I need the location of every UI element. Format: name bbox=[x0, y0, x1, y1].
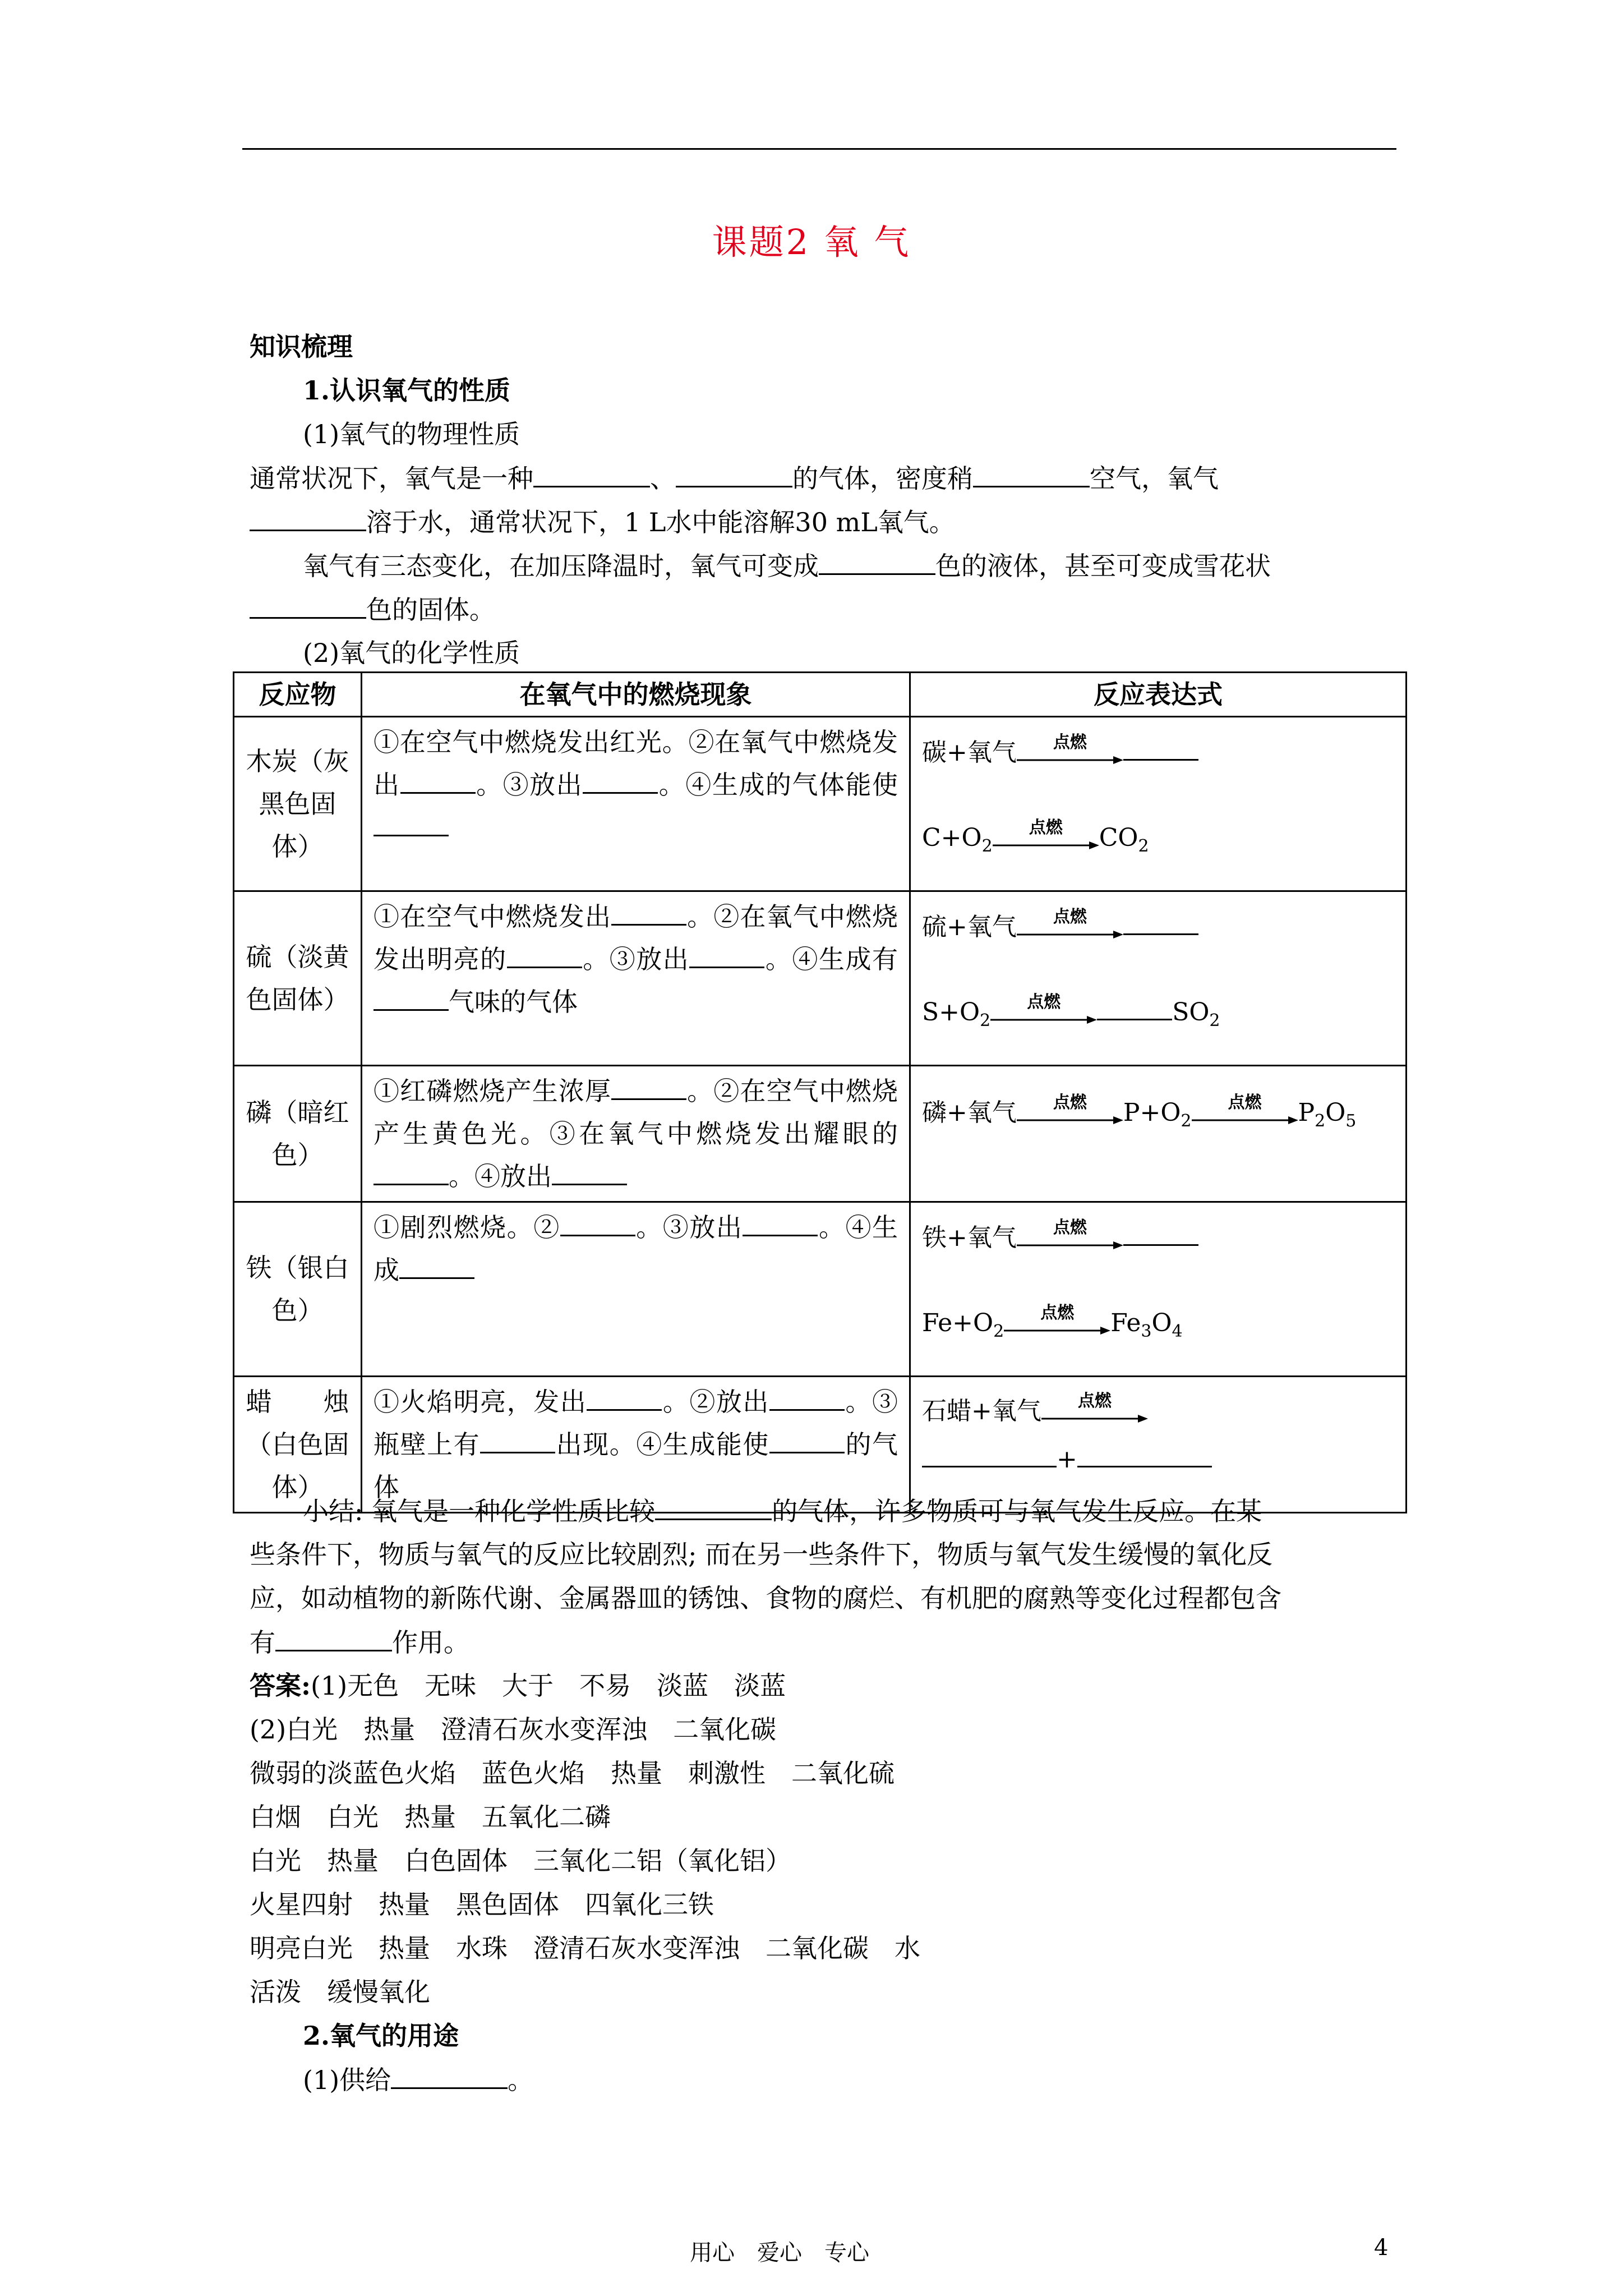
blank[interactable] bbox=[1123, 909, 1198, 935]
blank[interactable] bbox=[922, 1441, 1057, 1467]
reactant-cell: 蜡 烛（白色固体） bbox=[234, 1377, 362, 1513]
summary-line: 些条件下，物质与氧气的反应比较剧烈; 而在另一些条件下，物质与氧气发生缓慢的氧化反 bbox=[250, 1539, 1273, 1570]
blank[interactable] bbox=[533, 461, 650, 487]
blank[interactable] bbox=[655, 1494, 772, 1520]
blank[interactable] bbox=[611, 1074, 686, 1100]
blank[interactable] bbox=[552, 1159, 627, 1185]
section-title: 知识梳理 bbox=[250, 332, 353, 362]
reaction-arrow: 点燃 bbox=[1017, 1223, 1123, 1257]
phenomenon-cell: ①火焰明亮，发出 。②放出 。③瓶壁上有 出现。④生成能使 的气体 bbox=[362, 1377, 910, 1513]
uses-line: (1)供给 。 bbox=[303, 2063, 533, 2097]
reaction-arrow: 点燃 bbox=[990, 997, 1097, 1031]
reactant-cell: 木炭（灰黑色固体） bbox=[234, 717, 362, 891]
blank[interactable] bbox=[689, 942, 764, 968]
answer-label: 答案: bbox=[250, 1671, 311, 1701]
paragraph-line: 通常状况下，氧气是一种 、 的气体，密度稍 空气，氧气 bbox=[250, 461, 1219, 495]
table-row bbox=[234, 1066, 1407, 1202]
reaction-arrow: 点燃 bbox=[1017, 912, 1123, 946]
blank[interactable] bbox=[374, 984, 449, 1011]
reaction-table bbox=[233, 671, 1407, 1513]
blank[interactable] bbox=[250, 592, 366, 619]
summary-line: 小结: 氧气是一种化学性质比较 的气体，许多物质可与氧气发生反应。在某 bbox=[303, 1494, 1262, 1528]
summary-line: 应，如动植物的新陈代谢、金属器皿的锈蚀、食物的腐烂、有机肥的腐熟等变化过程都包含 bbox=[250, 1583, 1281, 1613]
phenomenon-cell: ①在空气中燃烧发出红光。②在氧气中燃烧发出 。③放出 。④生成的气体能使 bbox=[362, 717, 910, 891]
reaction-arrow: 点燃 bbox=[1017, 1098, 1123, 1131]
blank[interactable] bbox=[1077, 1441, 1212, 1467]
blank[interactable] bbox=[250, 505, 366, 531]
answer-line: 白烟 白光 热量 五氧化二磷 bbox=[250, 1802, 611, 1832]
reaction-arrow: 点燃 bbox=[1041, 1396, 1148, 1430]
blank[interactable] bbox=[769, 1384, 845, 1411]
blank[interactable] bbox=[374, 810, 449, 836]
blank[interactable] bbox=[374, 1159, 449, 1185]
blank[interactable] bbox=[583, 767, 658, 794]
blank[interactable] bbox=[399, 1253, 474, 1279]
expression-cell: 石蜡+氧气 点燃 + bbox=[910, 1377, 1407, 1513]
answer-line: (2)白光 热量 澄清石灰水变浑浊 二氧化碳 bbox=[250, 1714, 777, 1745]
table-header-row bbox=[234, 673, 1407, 717]
footer-motto: 用心 爱心 专心 bbox=[690, 2240, 869, 2266]
phenomenon-cell: ①红磷燃烧产生浓厚 。②在空气中燃烧产生黄色光。③在氧气中燃烧发出耀眼的。④放出 bbox=[362, 1066, 910, 1202]
table-row bbox=[234, 1202, 1407, 1377]
blank[interactable] bbox=[973, 461, 1090, 487]
blank[interactable] bbox=[1123, 1220, 1198, 1246]
blank[interactable] bbox=[391, 2063, 508, 2089]
header-reactant: 反应物 bbox=[234, 673, 362, 717]
blank[interactable] bbox=[769, 1427, 845, 1453]
paragraph-line: 色的固体。 bbox=[250, 592, 495, 627]
blank[interactable] bbox=[1097, 994, 1172, 1020]
reactant-cell: 硫（淡黄色固体） bbox=[234, 891, 362, 1066]
expression-cell: 铁+氧气 点燃 $Fe+O_2$ 点燃 $Fe_3O_4$ bbox=[910, 1202, 1407, 1377]
expression-cell: 硫+氧气 点燃 $S+O_2$ 点燃 $SO_2$ bbox=[910, 891, 1407, 1066]
blank[interactable] bbox=[400, 767, 476, 794]
heading-properties: 1.认识氧气的性质 bbox=[303, 375, 511, 406]
subheading-physical: (1)氧气的物理性质 bbox=[303, 419, 520, 449]
expression-cell: 碳+氧气 点燃 $C+O_2$ 点燃 $CO_2$ bbox=[910, 717, 1407, 891]
subheading-chemical: (2)氧气的化学性质 bbox=[303, 638, 520, 668]
page-title: 课题2 氧 气 bbox=[712, 222, 911, 263]
blank[interactable] bbox=[743, 1210, 818, 1236]
expression-cell: 磷+氧气 点燃 $P+O_2$ 点燃 $P_2O_5$ bbox=[910, 1066, 1407, 1202]
answer-line: 火星四射 热量 黑色固体 四氧化三铁 bbox=[250, 1889, 714, 1920]
paragraph-line: 氧气有三态变化，在加压降温时，氧气可变成 色的液体，甚至可变成雪花状 bbox=[303, 549, 1271, 583]
table-row bbox=[234, 1377, 1407, 1513]
table-row bbox=[234, 717, 1407, 891]
reaction-arrow: 点燃 bbox=[1192, 1098, 1298, 1131]
blank[interactable] bbox=[1123, 734, 1198, 761]
reaction-arrow: 点燃 bbox=[993, 823, 1099, 857]
paragraph-line: 溶于水，通常状况下，1 L水中能溶解30 mL氧气。 bbox=[250, 505, 955, 539]
blank[interactable] bbox=[819, 549, 935, 575]
phenomenon-cell: ①在空气中燃烧发出 。②在氧气中燃烧发出明亮的 。③放出 。④生成有气味的气体 bbox=[362, 891, 910, 1066]
answer-line: 答案:(1)无色 无味 大于 不易 淡蓝 淡蓝 bbox=[250, 1671, 786, 1701]
answer-line: 明亮白光 热量 水珠 澄清石灰水变浑浊 二氧化碳 水 bbox=[250, 1933, 920, 1963]
answer-line: 活泼 缓慢氧化 bbox=[250, 1977, 430, 2007]
reactant-cell: 铁（银白色） bbox=[234, 1202, 362, 1377]
blank[interactable] bbox=[480, 1427, 555, 1453]
blank[interactable] bbox=[507, 942, 582, 968]
blank[interactable] bbox=[560, 1210, 635, 1236]
header-rule bbox=[242, 148, 1396, 150]
heading-uses: 2.氧气的用途 bbox=[303, 2021, 459, 2051]
page-number: 4 bbox=[1374, 2235, 1389, 2261]
summary-line: 有 作用。 bbox=[250, 1625, 469, 1659]
blank[interactable] bbox=[275, 1625, 392, 1651]
header-expression: 反应表达式 bbox=[910, 673, 1407, 717]
phenomenon-cell: ①剧烈燃烧。② 。③放出 。④生成 bbox=[362, 1202, 910, 1377]
reaction-arrow: 点燃 bbox=[1004, 1308, 1110, 1342]
reactant-cell: 磷（暗红色） bbox=[234, 1066, 362, 1202]
blank[interactable] bbox=[587, 1384, 662, 1411]
answer-line: 白光 热量 白色固体 三氧化二铝（氧化铝） bbox=[250, 1846, 791, 1876]
header-phenomenon: 在氧气中的燃烧现象 bbox=[362, 673, 910, 717]
blank[interactable] bbox=[611, 899, 686, 926]
table-row bbox=[234, 891, 1407, 1066]
blank[interactable] bbox=[676, 461, 792, 487]
reaction-arrow: 点燃 bbox=[1017, 738, 1123, 771]
answer-line: 微弱的淡蓝色火焰 蓝色火焰 热量 刺激性 二氧化硫 bbox=[250, 1758, 895, 1788]
